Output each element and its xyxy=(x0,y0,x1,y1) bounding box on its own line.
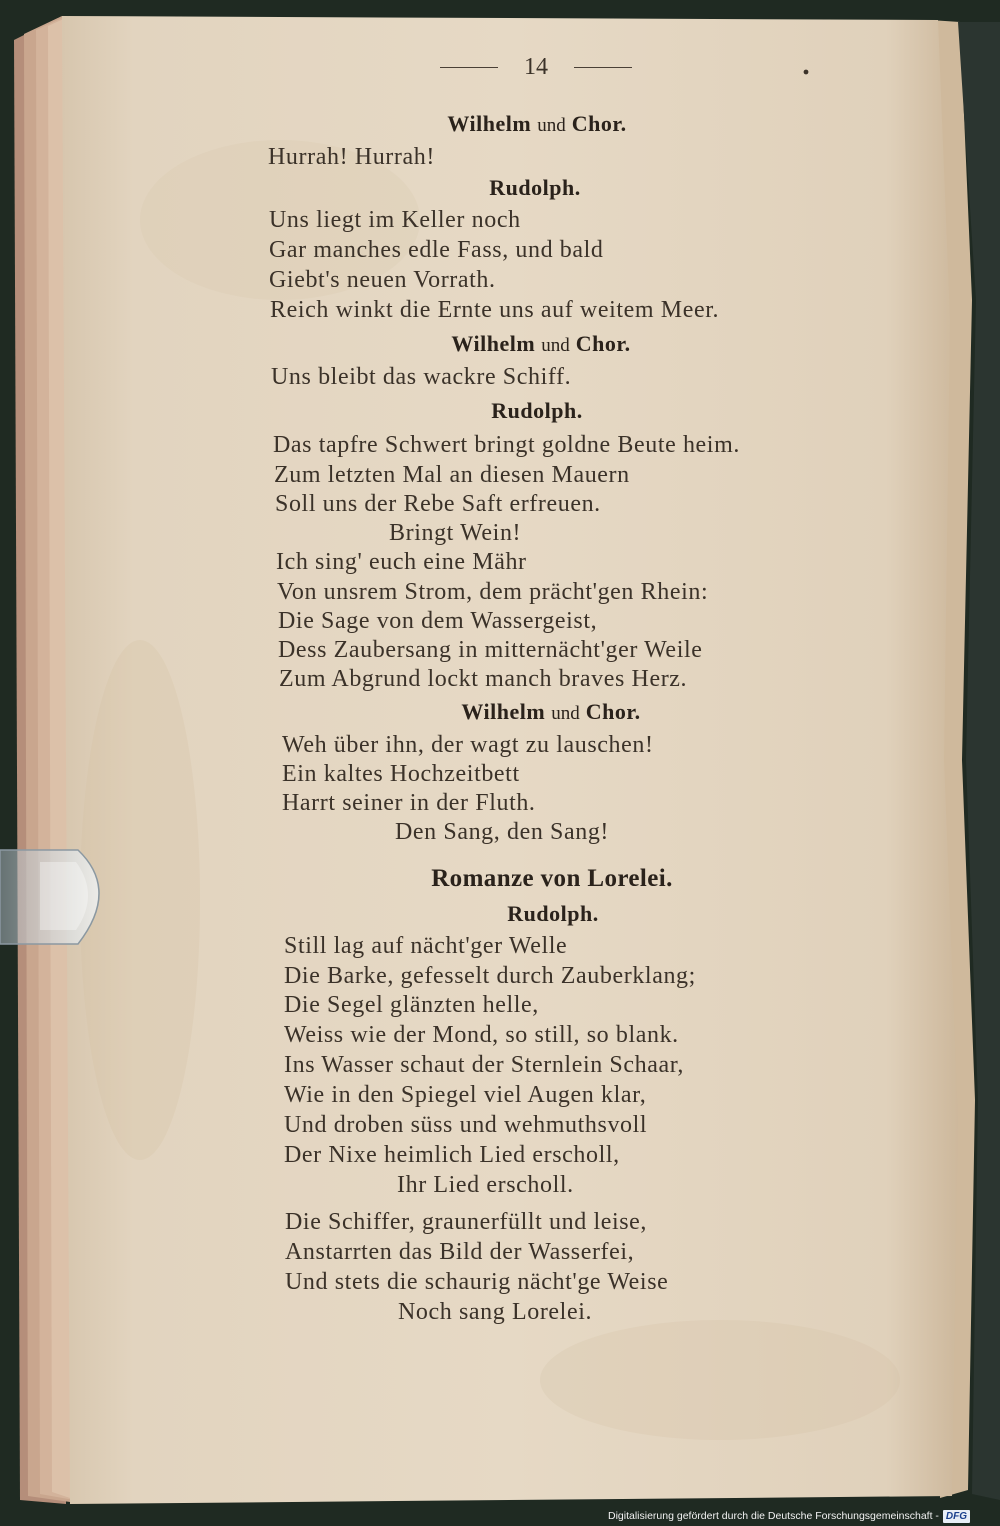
verse-line: Uns liegt im Keller noch xyxy=(269,207,521,233)
page-number-text: 14 xyxy=(524,54,548,80)
verse-line: Das tapfre Schwert bringt goldne Beute heim. xyxy=(273,432,740,458)
verse-line: Ihr Lied erscholl. xyxy=(397,1172,574,1198)
verse-line: Noch sang Lorelei. xyxy=(398,1299,593,1325)
verse-line: Bringt Wein! xyxy=(389,520,522,546)
dfg-logo: DFG xyxy=(943,1510,970,1523)
verse-line: Still lag auf nächt'ger Welle xyxy=(284,933,568,959)
speaker-name: Rudolph. xyxy=(491,398,583,423)
verse-line: Gar manches edle Fass, und bald xyxy=(269,237,604,263)
verse-line: Ein kaltes Hochzeitbett xyxy=(282,761,520,787)
verse-line: Die Barke, gefesselt durch Zauberklang; xyxy=(284,963,696,989)
speaker-connector: und xyxy=(537,115,566,136)
verse-line: Die Sage von dem Wassergeist, xyxy=(278,608,598,634)
verse-line: Dess Zaubersang in mitternächt'ger Weile xyxy=(278,637,703,663)
speaker-name: Wilhelm xyxy=(451,331,536,356)
verse-line: Soll uns der Rebe Saft erfreuen. xyxy=(275,491,601,517)
verse-line: Ins Wasser schaut der Sternlein Schaar, xyxy=(284,1052,684,1078)
speaker-name: Wilhelm xyxy=(447,111,532,136)
speaker-connector: und xyxy=(551,703,580,724)
verse-line: Den Sang, den Sang! xyxy=(395,819,610,845)
verse-line: Ich sing' euch eine Mähr xyxy=(276,549,527,575)
verse-line: Weiss wie der Mond, so still, so blank. xyxy=(284,1022,679,1048)
verse-line: Die Segel glänzten helle, xyxy=(284,992,539,1018)
speaker-name: Chor. xyxy=(575,331,631,356)
verse-line: Hurrah! Hurrah! xyxy=(268,144,435,170)
digitization-footer xyxy=(608,1508,970,1524)
verse-line: Weh über ihn, der wagt zu lauschen! xyxy=(282,732,654,758)
verse-line: Der Nixe heimlich Lied erscholl, xyxy=(284,1142,620,1168)
verse-line: Wie in den Spiegel viel Augen klar, xyxy=(284,1082,647,1108)
speaker-name: Wilhelm xyxy=(461,699,546,724)
verse-line: Und stets die schaurig nächt'ge Weise xyxy=(285,1269,669,1295)
verse-line: Zum letzten Mal an diesen Mauern xyxy=(274,462,630,488)
verse-line: Harrt seiner in der Fluth. xyxy=(282,790,536,816)
decorative-rule xyxy=(574,67,632,68)
speaker-name: Chor. xyxy=(585,699,641,724)
verse-line: Giebt's neuen Vorrath. xyxy=(269,267,496,293)
verse-line: Die Schiffer, graunerfüllt und leise, xyxy=(285,1209,648,1235)
verse-line: Von unsrem Strom, dem prächt'gen Rhein: xyxy=(277,579,709,605)
verse-line: Anstarrten das Bild der Wasserfei, xyxy=(285,1239,635,1265)
speaker-name: Rudolph. xyxy=(507,901,599,926)
speaker-name: Chor. xyxy=(571,111,627,136)
section-title-text: Romanze von Lorelei. xyxy=(431,865,673,892)
footer-text: Digitalisierung gefördert durch die Deutsche Forschungsgemeinschaft - xyxy=(608,1510,939,1522)
decorative-rule xyxy=(440,67,498,68)
verse-line: Reich winkt die Ernte uns auf weitem Meer. xyxy=(270,297,720,323)
speaker-connector: und xyxy=(541,335,570,356)
verse-line: Uns bleibt das wackre Schiff. xyxy=(271,364,572,390)
verse-line: Zum Abgrund lockt manch braves Herz. xyxy=(279,666,688,692)
speaker-name: Rudolph. xyxy=(489,175,581,200)
verse-line: Und droben süss und wehmuthsvoll xyxy=(284,1112,648,1138)
